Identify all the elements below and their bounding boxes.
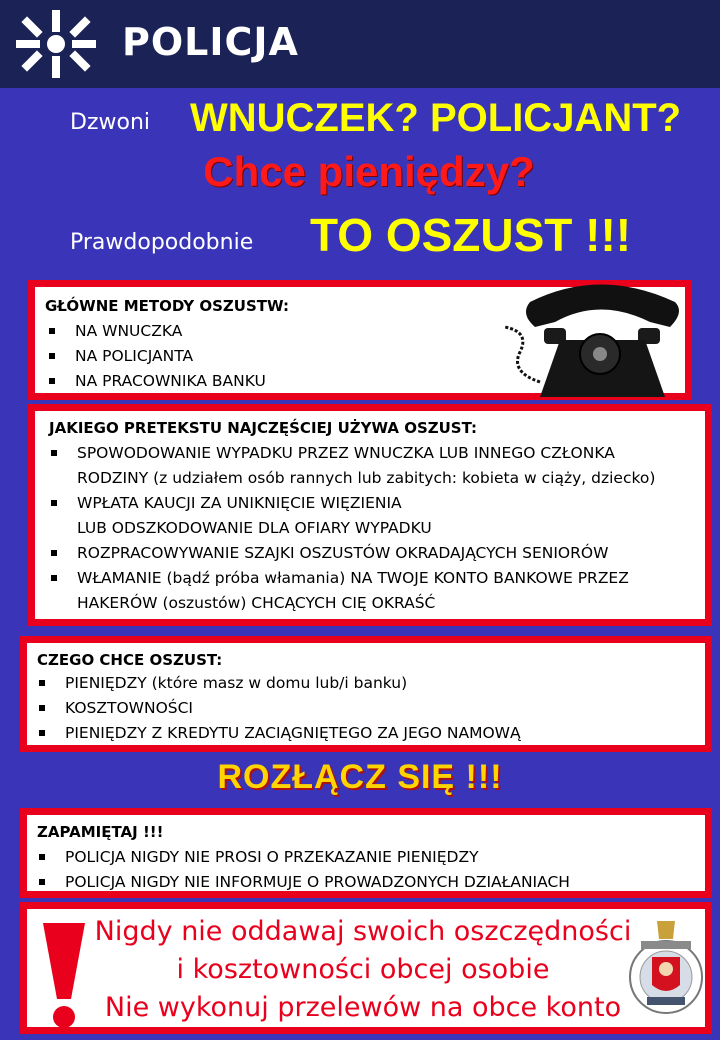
list-item: KOSZTOWNOŚCI <box>37 696 521 721</box>
headline-probably-label: Prawdopodobnie <box>70 230 254 255</box>
list-item: WPŁATA KAUCJI ZA UNIKNIĘCIE WIĘZIENIA LUB ODSZKODOWANIE DLA OFIARY WYPADKU <box>49 491 655 541</box>
warning-line: Nie wykonuj przelewów na obce konto <box>104 992 622 1023</box>
pretexts-title: JAKIEGO PRETEKSTU NAJCZĘŚCIEJ UŻYWA OSZUST: <box>49 419 478 437</box>
police-star-icon <box>8 6 104 82</box>
warning-panel <box>20 902 712 1034</box>
list-item: NA PRACOWNIKA BANKU <box>47 369 266 394</box>
remember-list <box>37 845 570 895</box>
warning-line: i kosztowności obcej osobie <box>176 954 550 985</box>
methods-list <box>47 319 266 394</box>
rotary-phone-icon <box>500 272 700 402</box>
methods-title: GŁÓWNE METODY OSZUSTW: <box>45 297 290 315</box>
disconnect-callout: ROZŁĄCZ SIĘ !!! <box>217 758 503 796</box>
headline-money-question: Chce pieniędzy? <box>203 148 535 195</box>
list-item: NA POLICJANTA <box>47 344 266 369</box>
headline-caller-label: Dzwoni <box>70 110 150 135</box>
wants-title: CZEGO CHCE OSZUST: <box>37 651 223 669</box>
list-item: NA WNUCZKA <box>47 319 266 344</box>
list-item: POLICJA NIGDY NIE PROSI O PRZEKAZANIE PIENIĘDZY <box>37 845 570 870</box>
brand-title: POLICJA <box>122 20 299 64</box>
list-item: ROZPRACOWYWANIE SZAJKI OSZUSTÓW OKRADAJĄCYCH SENIORÓW <box>49 541 655 566</box>
list-item: PIENIĘDZY (które masz w domu lub/i banku) <box>37 671 521 696</box>
warning-line: Nigdy nie oddawaj swoich oszczędności <box>94 916 632 947</box>
list-item: POLICJA NIGDY NIE INFORMUJE O PROWADZONYCH DZIAŁANIACH <box>37 870 570 895</box>
remember-panel <box>20 808 712 898</box>
pretexts-list <box>49 441 655 616</box>
headline-line-3 <box>0 202 720 262</box>
headline-caller-roles: WNUCZEK? POLICJANT? <box>190 96 682 140</box>
wants-list <box>37 671 521 746</box>
remember-title: ZAPAMIĘTAJ !!! <box>37 823 164 841</box>
headline-line-2 <box>0 148 720 198</box>
headline-line-1 <box>0 96 720 146</box>
wants-panel <box>20 636 712 752</box>
exclamation-icon <box>39 919 89 1031</box>
list-item: WŁAMANIE (bądź próba włamania) NA TWOJE KONTO BANKOWE PRZEZ HAKERÓW (oszustów) CHCĄCYCH CIĘ OKRAŚĆ <box>49 566 655 616</box>
pretexts-panel <box>28 404 712 626</box>
list-item: SPOWODOWANIE WYPADKU PRZEZ WNUCZKA LUB INNEGO CZŁONKA RODZINY (z udziałem osób rannych lub zabitych: kobieta w ciąży, dziecko) <box>49 441 655 491</box>
warsaw-police-badge-icon <box>627 917 705 1029</box>
headline-fraud-warning: TO OSZUST !!! <box>310 209 632 261</box>
list-item: PIENIĘDZY Z KREDYTU ZACIĄGNIĘTEGO ZA JEGO NAMOWĄ <box>37 721 521 746</box>
warning-text <box>93 913 633 1027</box>
header-bar <box>0 0 720 88</box>
